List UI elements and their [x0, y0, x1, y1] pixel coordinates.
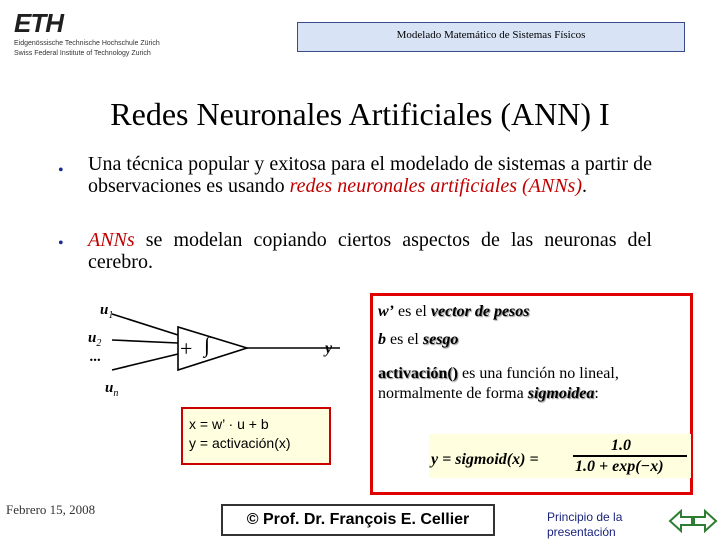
- next-arrow-icon[interactable]: [694, 511, 716, 531]
- activation-line: activación() es una función no lineal, normalmente de forma sigmoidea:: [378, 365, 619, 402]
- slide-title: Redes Neuronales Artificiales (ANN) I: [110, 96, 610, 132]
- formula-line-2: y = activación(x): [189, 435, 291, 451]
- sigmoid-lhs: y = sigmoid(x) =: [431, 451, 539, 468]
- bias-line: b es el sesgo: [378, 331, 459, 348]
- input-u2: $u_2$: [88, 330, 102, 349]
- bullet-1-dot: •: [58, 162, 64, 179]
- footer-author: © Prof. Dr. François E. Cellier: [221, 504, 495, 536]
- bullet-1-text: Una técnica popular y exitosa para el modelado de sistemas a partir de observaciones es usando: [88, 153, 652, 197]
- bullet-1-emphasis: redes neuronales artificiales (ANNs): [289, 175, 582, 197]
- presentation-start-link[interactable]: Principio de la presentación: [547, 510, 623, 539]
- sigmoid-numerator: 1.0: [611, 437, 631, 454]
- prev-arrow-icon[interactable]: [670, 511, 692, 531]
- weights-line: w’ es el vector de pesos: [378, 303, 530, 320]
- bullet-2-emphasis: ANNs: [88, 229, 135, 251]
- input-un: $u_n$: [105, 380, 119, 399]
- input-u1: $u_1$: [100, 302, 114, 321]
- course-header: Modelado Matemático de Sistemas Físicos: [297, 22, 685, 52]
- logo-line-2: Swiss Federal Institute of Technology Zurich: [14, 50, 151, 57]
- sigmoid-formula: [429, 434, 691, 478]
- input-line-1: [112, 314, 178, 335]
- fraction-bar: [573, 455, 687, 457]
- bullet-2-text: se modelan copiando ciertos aspectos de las neuronas del cerebro.: [88, 229, 652, 273]
- neuron-formula-box: [181, 407, 331, 465]
- bullet-1-end: .: [582, 175, 587, 197]
- bullet-2-dot: •: [58, 235, 64, 252]
- logo-line-1: Eidgenössische Technische Hochschule Zürich: [14, 40, 160, 47]
- nav-arrows: [668, 508, 718, 534]
- sum-symbol: +: [180, 336, 193, 361]
- input-dots: ...: [90, 349, 102, 365]
- activation-symbol: ∫: [204, 332, 211, 357]
- bullet-1: [88, 153, 652, 197]
- bullet-2: [88, 229, 652, 273]
- input-line-2: [112, 340, 178, 343]
- eth-logo: ETH: [14, 8, 63, 38]
- input-line-n: [112, 354, 178, 370]
- output-y: y: [325, 340, 333, 357]
- formula-line-1: x = w’ · u + b: [189, 416, 269, 432]
- footer-date: Febrero 15, 2008: [6, 502, 96, 517]
- sigmoid-denominator: 1.0 + exp(−x): [575, 458, 664, 475]
